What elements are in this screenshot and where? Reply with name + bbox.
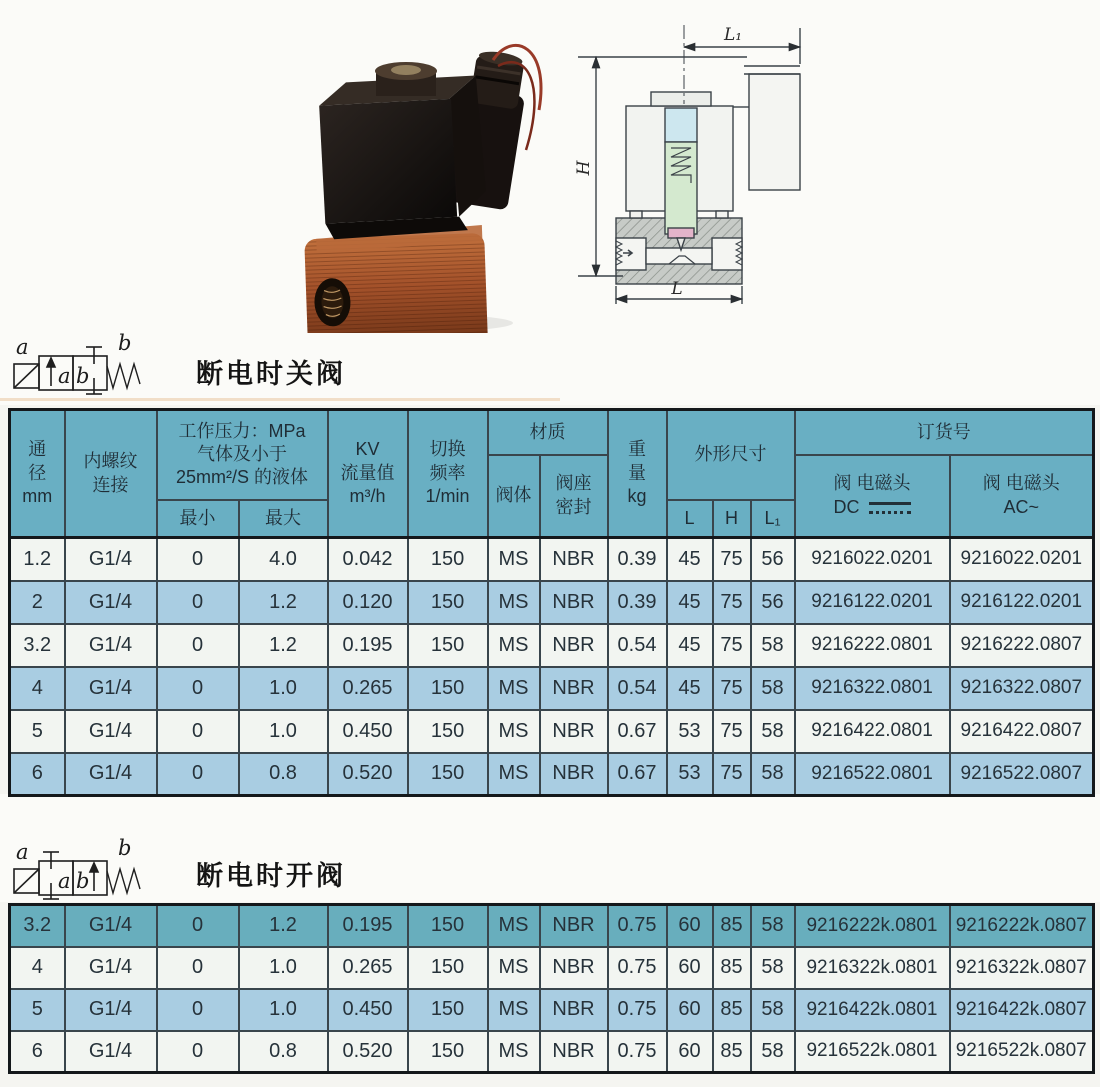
table-cell: 9216422k.0801 xyxy=(795,989,950,1031)
symbol-cell-b: b xyxy=(76,364,90,388)
table-cell: 5 xyxy=(10,710,65,753)
table-cell: G1/4 xyxy=(65,905,157,947)
table-cell: 1.0 xyxy=(239,989,328,1031)
table-cell: 150 xyxy=(408,947,488,989)
table-cell: 0.195 xyxy=(328,624,408,667)
table-cell: MS xyxy=(488,989,540,1031)
table-cell: 0 xyxy=(157,624,239,667)
header-thread: 内螺纹 连接 xyxy=(65,410,157,538)
plunger xyxy=(665,142,697,234)
symbol-cell-a: a xyxy=(58,364,71,388)
table-row xyxy=(10,753,1094,796)
symbol-port-a: a xyxy=(16,840,29,864)
valve-symbol-closed xyxy=(6,330,158,396)
table-cell: 75 xyxy=(713,667,751,710)
header-dim-h: H xyxy=(713,500,751,538)
table-cell: 60 xyxy=(667,989,713,1031)
table-cell: 9216322.0807 xyxy=(950,667,1094,710)
table-cell: MS xyxy=(488,947,540,989)
header-valve-body: 阀体 xyxy=(488,455,540,538)
table-cell: 56 xyxy=(751,538,795,581)
table-cell: 9216222k.0801 xyxy=(795,905,950,947)
table-cell: 150 xyxy=(408,905,488,947)
header-pressure-max: 最大 xyxy=(239,500,328,538)
table-cell: 60 xyxy=(667,905,713,947)
table-cell: 0.8 xyxy=(239,753,328,796)
table-cell: 85 xyxy=(713,989,751,1031)
table-cell: 0.520 xyxy=(328,1031,408,1073)
symbol-port-b: b xyxy=(118,331,132,355)
solenoid-coil xyxy=(318,75,488,239)
table-cell: NBR xyxy=(540,947,608,989)
table-row xyxy=(10,710,1094,753)
mid-band xyxy=(0,794,1100,902)
table-cell: 9216222.0807 xyxy=(950,624,1094,667)
table-cell: 1.0 xyxy=(239,667,328,710)
header-dimensions: 外形尺寸 xyxy=(667,410,795,500)
table-cell: G1/4 xyxy=(65,989,157,1031)
header-dim-l: L xyxy=(667,500,713,538)
table-cell: MS xyxy=(488,905,540,947)
table-cell: 75 xyxy=(713,753,751,796)
dim-label-h: H xyxy=(574,160,594,176)
header-order-ac: 阀 电磁头 AC~ xyxy=(950,455,1094,538)
table-cell: 0.195 xyxy=(328,905,408,947)
table-cell: 0.75 xyxy=(608,947,667,989)
table-cell: G1/4 xyxy=(65,581,157,624)
table-cell: MS xyxy=(488,538,540,581)
table-cell: 9216222k.0807 xyxy=(950,905,1094,947)
valve-body-brass xyxy=(304,225,488,333)
table-cell: 3.2 xyxy=(10,905,65,947)
table-cell: 45 xyxy=(667,667,713,710)
table-cell: 0.54 xyxy=(608,667,667,710)
table-cell: 1.2 xyxy=(239,905,328,947)
table-cell: 9216422k.0807 xyxy=(950,989,1094,1031)
table-cell: 0 xyxy=(157,1031,239,1073)
table-cell: MS xyxy=(488,1031,540,1073)
table-cell: 1.2 xyxy=(10,538,65,581)
table-cell: MS xyxy=(488,581,540,624)
table-cell: 2 xyxy=(10,581,65,624)
table-cell: 45 xyxy=(667,581,713,624)
table-cell: 0.450 xyxy=(328,710,408,753)
table-cell: G1/4 xyxy=(65,624,157,667)
table-cell: 0 xyxy=(157,538,239,581)
table-cell: 85 xyxy=(713,947,751,989)
table-cell: 45 xyxy=(667,624,713,667)
table-cell: G1/4 xyxy=(65,947,157,989)
table-cell: 9216322k.0807 xyxy=(950,947,1094,989)
table-cell: 0.265 xyxy=(328,667,408,710)
table-cell: 150 xyxy=(408,989,488,1031)
table-cell: 150 xyxy=(408,538,488,581)
symbol-cell-b: b xyxy=(76,869,90,893)
table-cell: 150 xyxy=(408,753,488,796)
table-cell: 1.0 xyxy=(239,710,328,753)
scan-artifact xyxy=(0,398,560,401)
table-cell: 60 xyxy=(667,947,713,989)
table-cell: G1/4 xyxy=(65,667,157,710)
table-cell: 45 xyxy=(667,538,713,581)
table-cell: 1.2 xyxy=(239,581,328,624)
table-cell: 3.2 xyxy=(10,624,65,667)
table-row xyxy=(10,1031,1094,1073)
table-row xyxy=(10,538,1094,581)
header-seat-seal: 阀座 密封 xyxy=(540,455,608,538)
symbol-port-b: b xyxy=(118,836,132,860)
spec-table-open xyxy=(8,903,1095,1074)
table-cell: 58 xyxy=(751,905,795,947)
table-cell: MS xyxy=(488,753,540,796)
table-cell: 4.0 xyxy=(239,538,328,581)
table-row xyxy=(10,905,1094,947)
table-cell: NBR xyxy=(540,667,608,710)
table-cell: 9216522k.0801 xyxy=(795,1031,950,1073)
dim-label-l: L xyxy=(671,279,683,299)
coil-top-nut xyxy=(375,62,437,96)
table-cell: 58 xyxy=(751,753,795,796)
table-cell: 9216522k.0807 xyxy=(950,1031,1094,1073)
table-cell: 5 xyxy=(10,989,65,1031)
table-cell: G1/4 xyxy=(65,753,157,796)
table-cell: 0.75 xyxy=(608,1031,667,1073)
table-cell: 75 xyxy=(713,581,751,624)
table-row xyxy=(10,947,1094,989)
table-cell: 0 xyxy=(157,905,239,947)
table-cell: 4 xyxy=(10,667,65,710)
table-cell: 9216322k.0801 xyxy=(795,947,950,989)
table-cell: G1/4 xyxy=(65,538,157,581)
table-cell: 0.54 xyxy=(608,624,667,667)
table-cell: 58 xyxy=(751,947,795,989)
table-cell: 0.75 xyxy=(608,905,667,947)
table-cell: 0.8 xyxy=(239,1031,328,1073)
seal xyxy=(668,228,694,238)
table-cell: 9216522.0801 xyxy=(795,753,950,796)
table-cell: NBR xyxy=(540,753,608,796)
table-cell: 60 xyxy=(667,1031,713,1073)
dimension-drawing xyxy=(565,8,1100,326)
table-cell: MS xyxy=(488,710,540,753)
header-pressure: 工作压力：MPa 气体及小于 25mm²/S 的液体 xyxy=(157,410,328,500)
table-cell: 150 xyxy=(408,624,488,667)
table-cell: 58 xyxy=(751,710,795,753)
table-cell: 9216222.0801 xyxy=(795,624,950,667)
table-cell: 0.39 xyxy=(608,538,667,581)
header-bore: 通 径 mm xyxy=(10,410,65,538)
core-tube xyxy=(665,108,697,142)
table-cell: 150 xyxy=(408,667,488,710)
table-cell: 0 xyxy=(157,581,239,624)
product-photo xyxy=(288,38,553,333)
table-cell: 9216022.0201 xyxy=(950,538,1094,581)
table-cell: 9216422.0801 xyxy=(795,710,950,753)
table-cell: MS xyxy=(488,624,540,667)
table-row xyxy=(10,667,1094,710)
caption-open-valve: 断电时开阀 xyxy=(196,861,346,891)
connector-section xyxy=(749,74,800,190)
table-cell: 9216122.0201 xyxy=(795,581,950,624)
table-cell: 4 xyxy=(10,947,65,989)
header-order-dc: 阀 电磁头 DC xyxy=(795,455,950,538)
symbol-port-a: a xyxy=(16,335,29,359)
table-row xyxy=(10,624,1094,667)
top-nut-section xyxy=(651,92,711,106)
header-dim-l1: L₁ xyxy=(751,500,795,538)
table-cell: 85 xyxy=(713,905,751,947)
table-cell: 0 xyxy=(157,667,239,710)
table-cell: 6 xyxy=(10,753,65,796)
table-row xyxy=(10,989,1094,1031)
table-cell: NBR xyxy=(540,581,608,624)
table-cell: 58 xyxy=(751,667,795,710)
table-cell: 0.75 xyxy=(608,989,667,1031)
table-cell: 75 xyxy=(713,538,751,581)
header-kv: KV 流量值 m³/h xyxy=(328,410,408,538)
table-cell: 58 xyxy=(751,624,795,667)
table-cell: G1/4 xyxy=(65,710,157,753)
table-cell: 1.0 xyxy=(239,947,328,989)
table-cell: 0 xyxy=(157,947,239,989)
table-cell: 0 xyxy=(157,989,239,1031)
caption-closed-valve: 断电时关阀 xyxy=(196,359,346,389)
table-cell: 150 xyxy=(408,710,488,753)
table-cell: 85 xyxy=(713,1031,751,1073)
dim-label-l1: L₁ xyxy=(723,25,743,45)
table-cell: 56 xyxy=(751,581,795,624)
table-cell: 0.450 xyxy=(328,989,408,1031)
table-cell: 0.120 xyxy=(328,581,408,624)
table-cell: 0.39 xyxy=(608,581,667,624)
table-cell: 0.67 xyxy=(608,710,667,753)
table-cell: 0 xyxy=(157,710,239,753)
table-cell: 0.67 xyxy=(608,753,667,796)
table-row xyxy=(10,581,1094,624)
table-cell: 9216322.0801 xyxy=(795,667,950,710)
header-material: 材质 xyxy=(488,410,608,455)
valve-symbol-open xyxy=(6,835,158,901)
table-cell: NBR xyxy=(540,710,608,753)
header-pressure-min: 最小 xyxy=(157,500,239,538)
table-cell: NBR xyxy=(540,989,608,1031)
table-cell: MS xyxy=(488,667,540,710)
table-cell: 9216522.0807 xyxy=(950,753,1094,796)
header-order-number: 订货号 xyxy=(795,410,1094,455)
table-cell: 6 xyxy=(10,1031,65,1073)
table-cell: 58 xyxy=(751,989,795,1031)
dc-symbol xyxy=(869,502,911,514)
table-cell: 0.520 xyxy=(328,753,408,796)
table-cell: 75 xyxy=(713,710,751,753)
table-cell: 0.265 xyxy=(328,947,408,989)
table-cell: 9216122.0201 xyxy=(950,581,1094,624)
table-cell: 150 xyxy=(408,1031,488,1073)
table-cell: NBR xyxy=(540,624,608,667)
spec-table-closed xyxy=(8,408,1095,797)
table-cell: 53 xyxy=(667,753,713,796)
table-cell: 0 xyxy=(157,753,239,796)
table-cell: 0.042 xyxy=(328,538,408,581)
table-cell: NBR xyxy=(540,538,608,581)
table-cell: 1.2 xyxy=(239,624,328,667)
symbol-cell-a: a xyxy=(58,869,71,893)
header-weight: 重 量 kg xyxy=(608,410,667,538)
table-cell: 9216022.0201 xyxy=(795,538,950,581)
table-cell: 150 xyxy=(408,581,488,624)
table-cell: 9216422.0807 xyxy=(950,710,1094,753)
table-cell: G1/4 xyxy=(65,1031,157,1073)
header-frequency: 切换 频率 1/min xyxy=(408,410,488,538)
table-cell: NBR xyxy=(540,905,608,947)
table-cell: NBR xyxy=(540,1031,608,1073)
table-cell: 58 xyxy=(751,1031,795,1073)
table-cell: 75 xyxy=(713,624,751,667)
table-cell: 53 xyxy=(667,710,713,753)
